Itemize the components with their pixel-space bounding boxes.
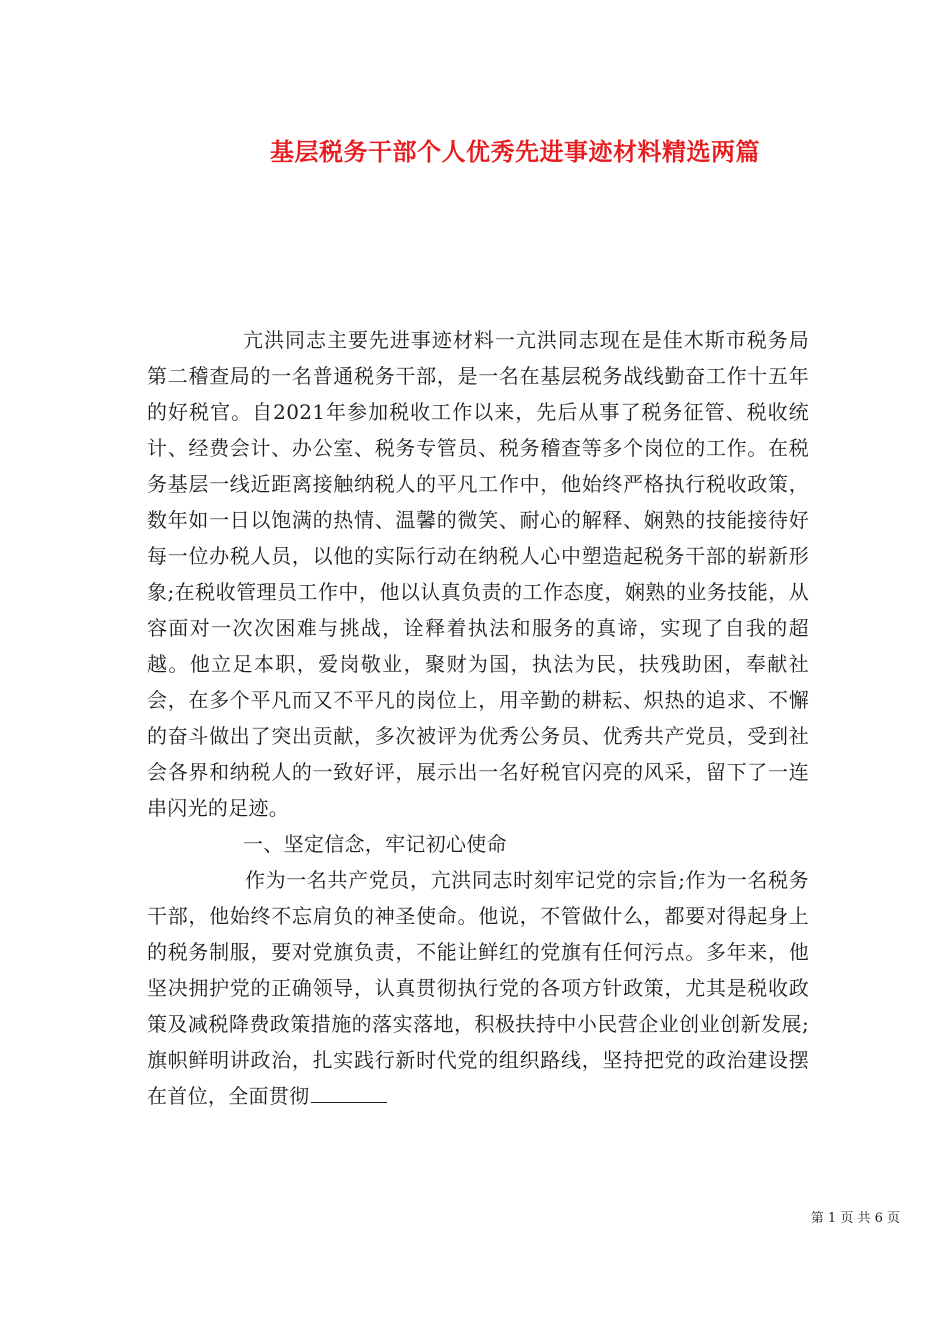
paragraph-2: [147, 862, 809, 1114]
blank-line: [311, 1088, 387, 1103]
document-body: [147, 322, 809, 1114]
document-title: 基层税务干部个人优秀先进事迹材料精选两篇: [270, 138, 760, 166]
paragraph-2-text: 作为一名共产党员，亢洪同志时刻牢记党的宗旨;作为一名税务干部，他始终不忘肩负的神圣使命。他说，不管做什么，都要对得起身上的税务制服，要对党旗负责，不能让鲜红的党旗有任何污点。多年来，他坚决拥护党的正确领导，认真贯彻执行党的各项方针政策，尤其是税收政策及减税降费政策措施的落实落地，积极扶持中小民营企业创业创新发展;旗帜鲜明讲政治，扎实践行新时代党的组织路线，坚持把党的政治建设摆在首位，全面贯彻: [147, 868, 809, 1108]
section-heading-1: 一、坚定信念，牢记初心使命: [243, 832, 507, 856]
paragraph-1: 亢洪同志主要先进事迹材料一亢洪同志现在是佳木斯市税务局第二稽查局的一名普通税务干部，是一名在基层税务战线勤奋工作十五年的好税官。自2021年参加税收工作以来，先后从事了税务征管、税收统计、经费会计、办公室、税务专管员、税务稽查等多个岗位的工作。在税务基层一线近距离接触纳税人的平凡工作中，他始终严格执行税收政策，数年如一日以饱满的热情、温馨的微笑、耐心的解释、娴熟的技能接待好每一位办税人员，以他的实际行动在纳税人心中塑造起税务干部的崭新形象;在税收管理员工作中，他以认真负责的工作态度，娴熟的业务技能，从容面对一次次困难与挑战，诠释着执法和服务的真谛，实现了自我的超越。他立足本职，爱岗敬业，聚财为国，执法为民，扶残助困，奉献社会，在多个平凡而又不平凡的岗位上，用辛勤的耕耘、炽热的追求、不懈的奋斗做出了突出贡献，多次被评为优秀公务员、优秀共产党员，受到社会各界和纳税人的一致好评，展示出一名好税官闪亮的风采，留下了一连串闪光的足迹。: [147, 328, 809, 820]
page-footer: 第 1 页 共 6 页: [810, 1211, 900, 1226]
